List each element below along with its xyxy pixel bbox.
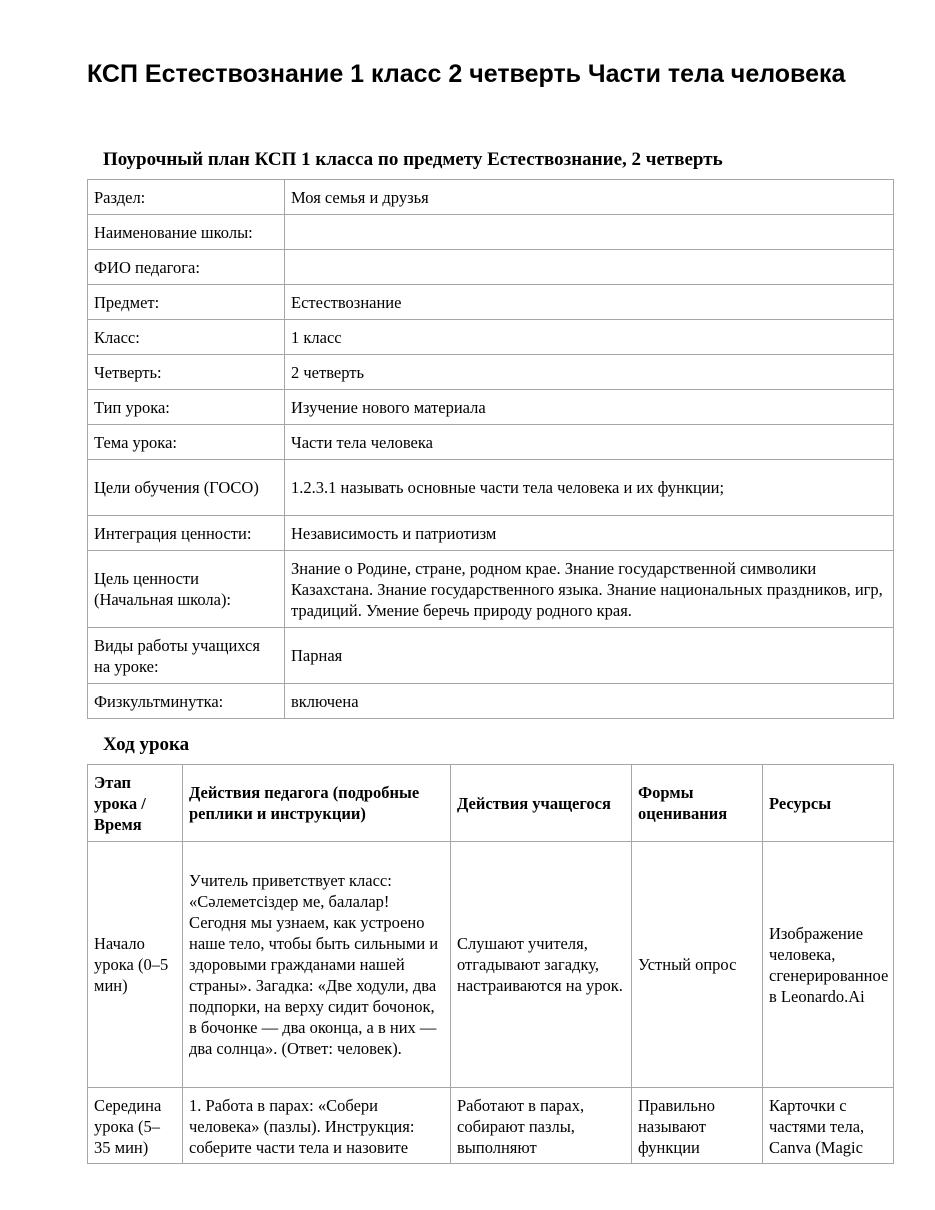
- table-row: [88, 684, 894, 719]
- info-value: включена: [285, 684, 894, 719]
- table-row: [88, 516, 894, 551]
- teacher-actions-cell: 1. Работа в парах: «Собери человека» (пазлы). Инструкция: соберите части тела и назовите: [189, 1096, 415, 1157]
- info-value: Изучение нового материала: [285, 390, 894, 425]
- info-value: 1 класс: [285, 320, 894, 355]
- info-label: ФИО педагога:: [88, 250, 285, 285]
- table-row: [88, 390, 894, 425]
- column-header: Формы оценивания: [632, 765, 763, 842]
- info-value: Части тела человека: [285, 425, 894, 460]
- table-row: [88, 842, 894, 1088]
- lesson-info-table: [87, 179, 894, 719]
- resources-cell: Изображение человека, сгенерированное в Leonardo.Ai: [763, 842, 894, 1088]
- info-label: Тема урока:: [88, 425, 285, 460]
- info-label: Физкультминутка:: [88, 684, 285, 719]
- info-label: Цель ценности (Начальная школа):: [88, 551, 285, 628]
- student-actions-cell: Работают в парах, собирают пазлы, выполняют: [457, 1096, 585, 1157]
- column-header: Действия учащегося: [451, 765, 632, 842]
- table-row: [88, 250, 894, 285]
- lesson-flow-table: [87, 764, 894, 1164]
- info-value: [285, 215, 894, 250]
- info-value: 2 четверть: [285, 355, 894, 390]
- info-label: Предмет:: [88, 285, 285, 320]
- info-label: Четверть:: [88, 355, 285, 390]
- table-row: [88, 460, 894, 516]
- info-label: Виды работы учащихся на уроке:: [88, 628, 285, 684]
- table-row: [88, 320, 894, 355]
- column-header: Ресурсы: [763, 765, 894, 842]
- info-value: [285, 250, 894, 285]
- table-row: [88, 425, 894, 460]
- assessment-cell: Правильно называют функции: [638, 1096, 715, 1157]
- table-row: [88, 628, 894, 684]
- assessment-cell: Устный опрос: [632, 842, 763, 1088]
- column-header: Этап урока / Время: [88, 765, 183, 842]
- info-label: Наименование школы:: [88, 215, 285, 250]
- page-title: КСП Естествознание 1 класс 2 четверть Части тела человека: [87, 60, 846, 88]
- table-row: [88, 285, 894, 320]
- stage-cell: Середина урока (5–35 мин): [94, 1096, 162, 1157]
- column-header: Действия педагога (подробные реплики и инструкции): [183, 765, 451, 842]
- table-row: [88, 355, 894, 390]
- table-row: [88, 180, 894, 215]
- table-header-row: [88, 765, 894, 842]
- info-label: Тип урока:: [88, 390, 285, 425]
- info-value: Моя семья и друзья: [285, 180, 894, 215]
- student-actions-cell: Слушают учителя, отгадывают загадку, настраиваются на урок.: [451, 842, 632, 1088]
- table-row: [88, 551, 894, 628]
- resources-cell: Карточки с частями тела, Canva (Magic: [769, 1096, 865, 1157]
- info-value: Знание о Родине, стране, родном крае. Знание государственной символики Казахстана. Знание государственного языка. Знание национальных праздников, игр, традиций. Умение беречь природу родного края.: [285, 551, 894, 628]
- info-value: 1.2.3.1 называть основные части тела человека и их функции;: [285, 460, 894, 516]
- stage-cell: Начало урока (0–5 мин): [88, 842, 183, 1088]
- info-value: Независимость и патриотизм: [285, 516, 894, 551]
- table-row: [88, 1088, 894, 1164]
- info-value: Парная: [285, 628, 894, 684]
- lesson-heading: Ход урока: [103, 734, 190, 755]
- info-label: Цели обучения (ГОСО): [88, 460, 285, 516]
- info-value: Естествознание: [285, 285, 894, 320]
- table-row: [88, 215, 894, 250]
- info-label: Интеграция ценности:: [88, 516, 285, 551]
- teacher-actions-cell: Учитель приветствует класс: «Сәлеметсіздер ме, балалар! Сегодня мы узнаем, как устроено наше тело, чтобы быть сильными и здоровыми гражданами нашей страны». Загадка: «Две ходули, два подпорки, на верху сидит бочонок, в бочонке — два оконца, а в них — два солнца». (Ответ: человек).: [183, 842, 451, 1088]
- info-label: Раздел:: [88, 180, 285, 215]
- info-label: Класс:: [88, 320, 285, 355]
- plan-heading: Поурочный план КСП 1 класса по предмету Естествознание, 2 четверть: [103, 149, 723, 170]
